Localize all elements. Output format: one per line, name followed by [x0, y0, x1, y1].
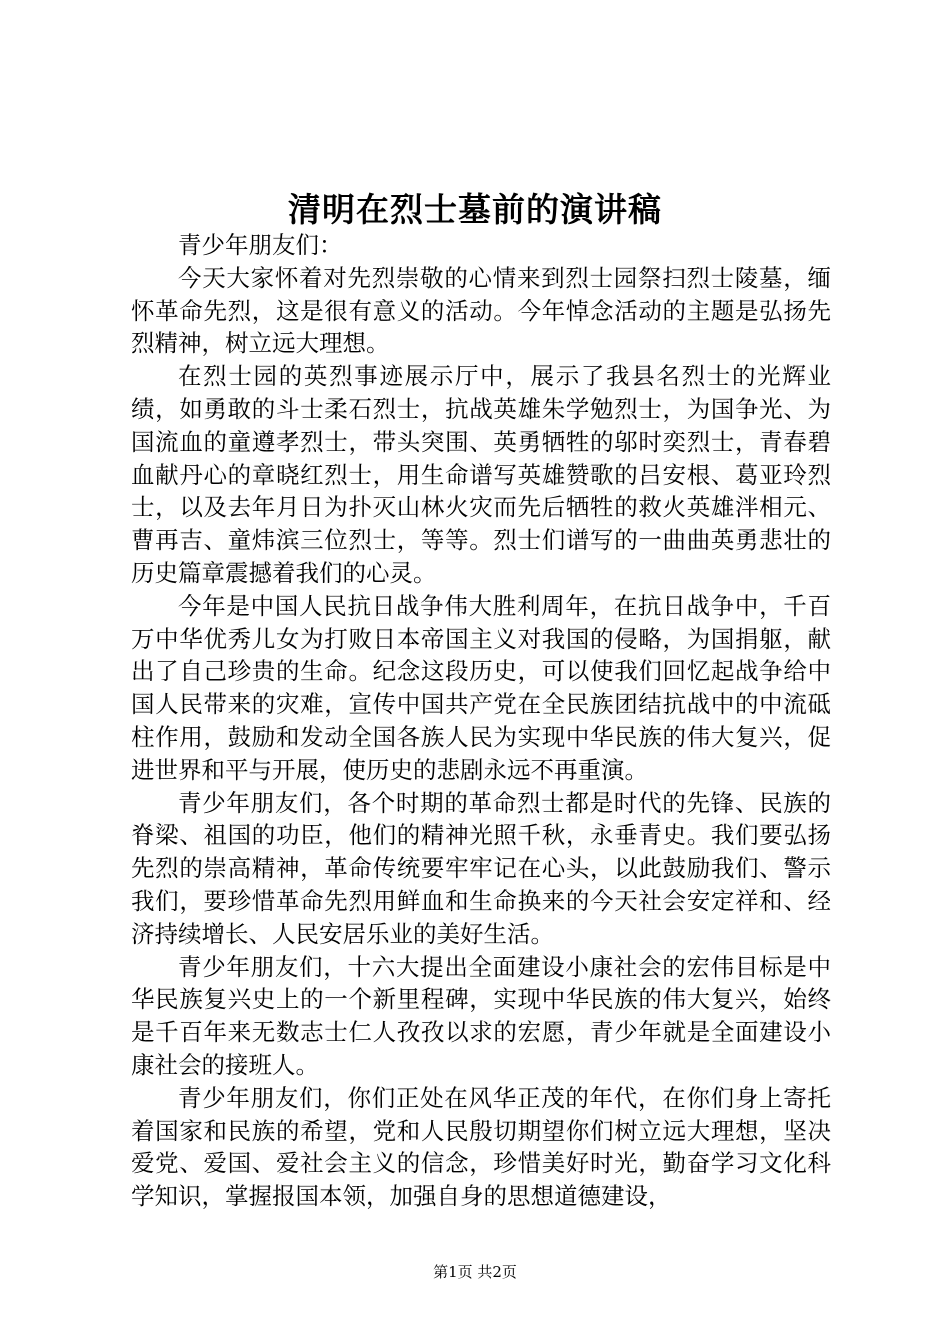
page-footer: 第1页 共2页: [433, 1263, 517, 1281]
paragraph: 在烈士园的英烈事迹展示厅中，展示了我县名烈士的光辉业绩，如勇敢的斗士柔石烈士，抗战英雄朱学勉烈士，为国争光、为国流血的童遵孝烈士，带头突围、英勇牺牲的邬时奕烈士，青春碧血献丹心的章晓红烈士，用生命谱写英雄赞歌的吕安根、葛亚玲烈士，以及去年月日为扑灭山林火灾而先后牺牲的救火英雄泮相元、曹再吉、童炜滨三位烈士，等等。烈士们谱写的一曲曲英勇悲壮的历史篇章震撼着我们的心灵。: [131, 362, 831, 587]
paragraph: 青少年朋友们，你们正处在风华正茂的年代，在你们身上寄托着国家和民族的希望，党和人民殷切期望你们树立远大理想，坚决爱党、爱国、爱社会主义的信念，珍惜美好时光，勤奋学习文化科学知识，掌握报国本领，加强自身的思想道德建设，: [131, 1083, 831, 1211]
document-body: [131, 229, 831, 1213]
document-title: 清明在烈士墓前的演讲稿: [288, 190, 662, 229]
paragraph: 青少年朋友们，十六大提出全面建设小康社会的宏伟目标是中华民族复兴史上的一个新里程碑，实现中华民族的伟大复兴，始终是千百年来无数志士仁人孜孜以求的宏愿，青少年就是全面建设小康社会的接班人。: [131, 952, 831, 1079]
paragraph: 今年是中国人民抗日战争伟大胜利周年，在抗日战争中，千百万中华优秀儿女为打败日本帝国主义对我国的侵略，为国捐躯，献出了自己珍贵的生命。纪念这段历史，可以使我们回忆起战争给中国人民带来的灾难，宣传中国共产党在全民族团结抗战中的中流砥柱作用，鼓励和发动全国各族人民为实现中华民族的伟大复兴，促进世界和平与开展，使历史的悲剧永远不再重演。: [131, 591, 831, 784]
paragraph: 今天大家怀着对先烈崇敬的心情来到烈士园祭扫烈士陵墓，缅怀革命先烈，这是很有意义的活动。今年悼念活动的主题是弘扬先烈精神，树立远大理想。: [131, 263, 831, 358]
paragraph-salutation: 青少年朋友们：: [178, 231, 343, 259]
paragraph: 青少年朋友们，各个时期的革命烈士都是时代的先锋、民族的脊梁、祖国的功臣，他们的精神光照千秋，永垂青史。我们要弘扬先烈的崇高精神，革命传统要牢牢记在心头，以此鼓励我们、警示我们，要珍惜革命先烈用鲜血和生命换来的今天社会安定祥和、经济持续增长、人民安居乐业的美好生活。: [131, 788, 831, 948]
